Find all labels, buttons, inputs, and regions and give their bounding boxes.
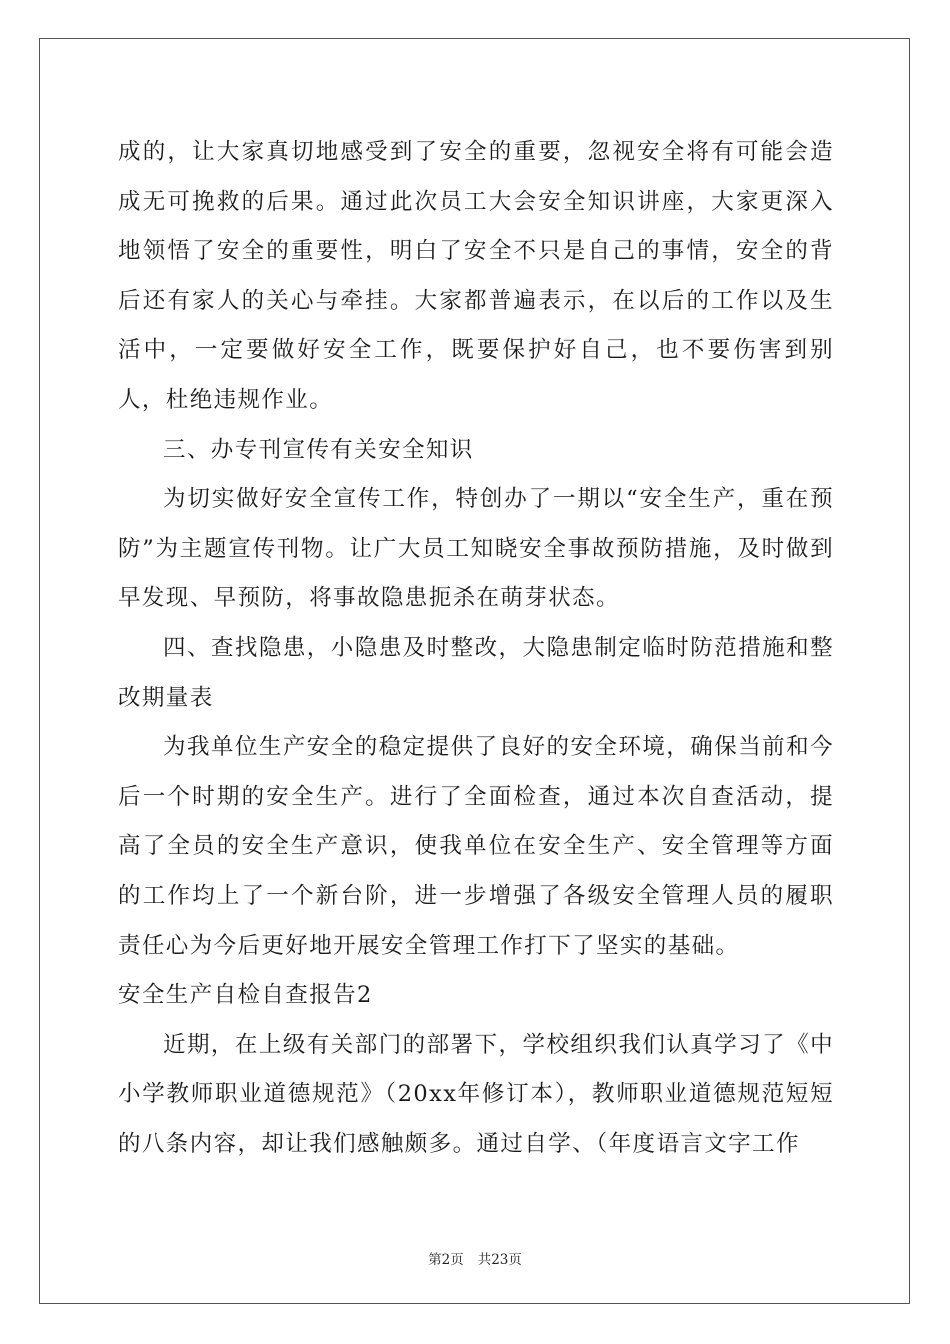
report-title: 安全生产自检自查报告2	[118, 982, 373, 1009]
page-footer	[0, 1248, 950, 1268]
page-total: 共23页	[477, 1252, 522, 1268]
paragraph-hazards: 为我单位生产安全的稳定提供了良好的安全环境，确保当前和今后一个时期的安全生产。进行了全面检查，通过本次自查活动，提高了全员的安全生产意识，使我单位在安全生产、安全管理等方面的工作均上了一个新台阶，进一步增强了各级安全管理人员的履职责任心为今后更好地开展安全管理工作打下了坚实的基础。	[118, 734, 834, 959]
paragraph-report-intro: 近期，在上级有关部门的部署下，学校组织我们认真学习了《中小学教师职业道德规范》（20xx年修订本），教师职业道德规范短短的八条内容，却让我们感触颇多。通过自学、（年度语言文字工作	[118, 1031, 834, 1157]
paragraph-publication: 为切实做好安全宣传工作，特创办了一期以“安全生产，重在预防”为主题宣传刊物。让广大员工知晓安全事故预防措施，及时做到早发现、早预防，将事故隐患扼杀在萌芽状态。	[118, 486, 834, 612]
page-number: 第2页	[428, 1252, 464, 1268]
section-heading-publication: 三、办专刊宣传有关安全知识	[163, 436, 474, 463]
paragraph-safety-lecture: 成的，让大家真切地感受到了安全的重要，忽视安全将有可能会造成无可挽救的后果。通过此次员工大会安全知识讲座，大家更深入地领悟了安全的重要性，明白了安全不只是自己的事情，安全的背后还有家人的关心与牵挂。大家都普遍表示，在以后的工作以及生活中，一定要做好安全工作，既要保护好自己，也不要伤害到别人，杜绝违规作业。	[118, 139, 834, 413]
section-heading-hazards: 四、查找隐患，小隐患及时整改，大隐患制定临时防范措施和整改期量表	[118, 634, 834, 711]
document-body	[118, 128, 834, 1169]
